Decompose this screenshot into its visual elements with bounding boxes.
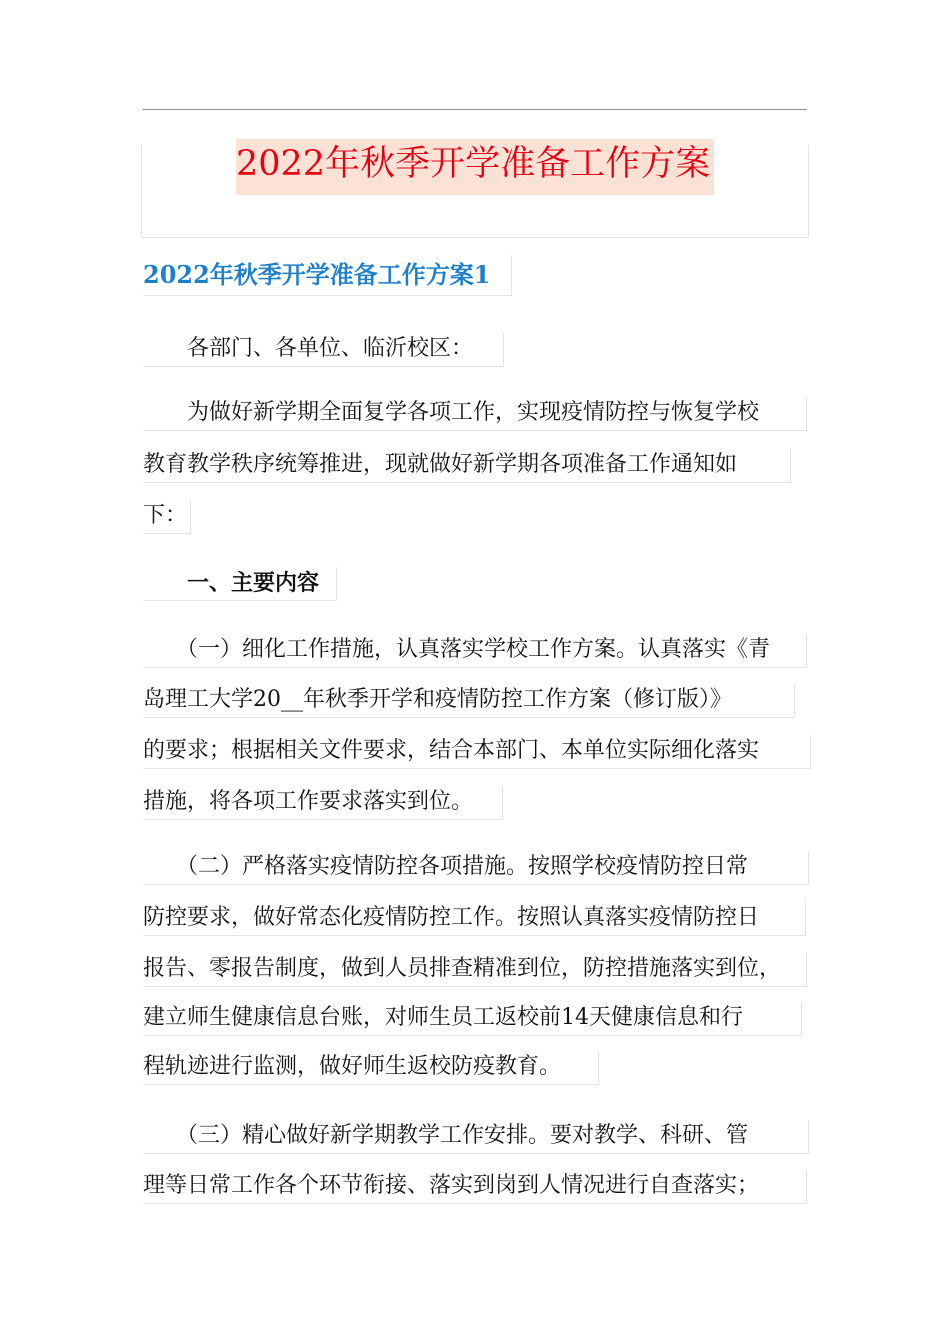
paragraph-line: （一）细化工作措施，认真落实学校工作方案。认真落实《青	[143, 634, 807, 668]
header-rule	[143, 109, 807, 110]
paragraph-line: （二）严格落实疫情防控各项措施。按照学校疫情防控日常	[143, 851, 809, 885]
document-title: 2022年秋季开学准备工作方案	[236, 139, 714, 195]
heading-main-content: 一、主要内容	[143, 567, 337, 601]
paragraph-line: 的要求；根据相关文件要求，结合本部门、本单位实际细化落实	[143, 735, 811, 769]
paragraph-line: 程轨迹进行监测，做好师生返校防疫教育。	[143, 1051, 599, 1085]
paragraph-line: 防控要求，做好常态化疫情防控工作。按照认真落实疫情防控日	[143, 902, 806, 936]
salutation-line: 各部门、各单位、临沂校区：	[143, 333, 504, 367]
paragraph-line: 理等日常工作各个环节衔接、落实到岗到人情况进行自查落实；	[143, 1170, 807, 1204]
paragraph-line: 建立师生健康信息台账，对师生员工返校前14天健康信息和行	[143, 1002, 802, 1036]
paragraph-line: （三）精心做好新学期教学工作安排。要对教学、科研、管	[143, 1120, 809, 1154]
paragraph-line: 下：	[143, 500, 191, 534]
section-heading: 2022年秋季开学准备工作方案1	[143, 255, 512, 296]
paragraph-line: 为做好新学期全面复学各项工作，实现疫情防控与恢复学校	[143, 397, 807, 431]
paragraph-line: 报告、零报告制度，做到人员排查精准到位，防控措施落实到位，	[143, 953, 807, 987]
paragraph-line: 教育教学秩序统筹推进，现就做好新学期各项准备工作通知如	[143, 449, 791, 483]
paragraph-line: 岛理工大学20__年秋季开学和疫情防控工作方案（修订版）》	[143, 684, 795, 718]
paragraph-line: 措施，将各项工作要求落实到位。	[143, 786, 503, 820]
